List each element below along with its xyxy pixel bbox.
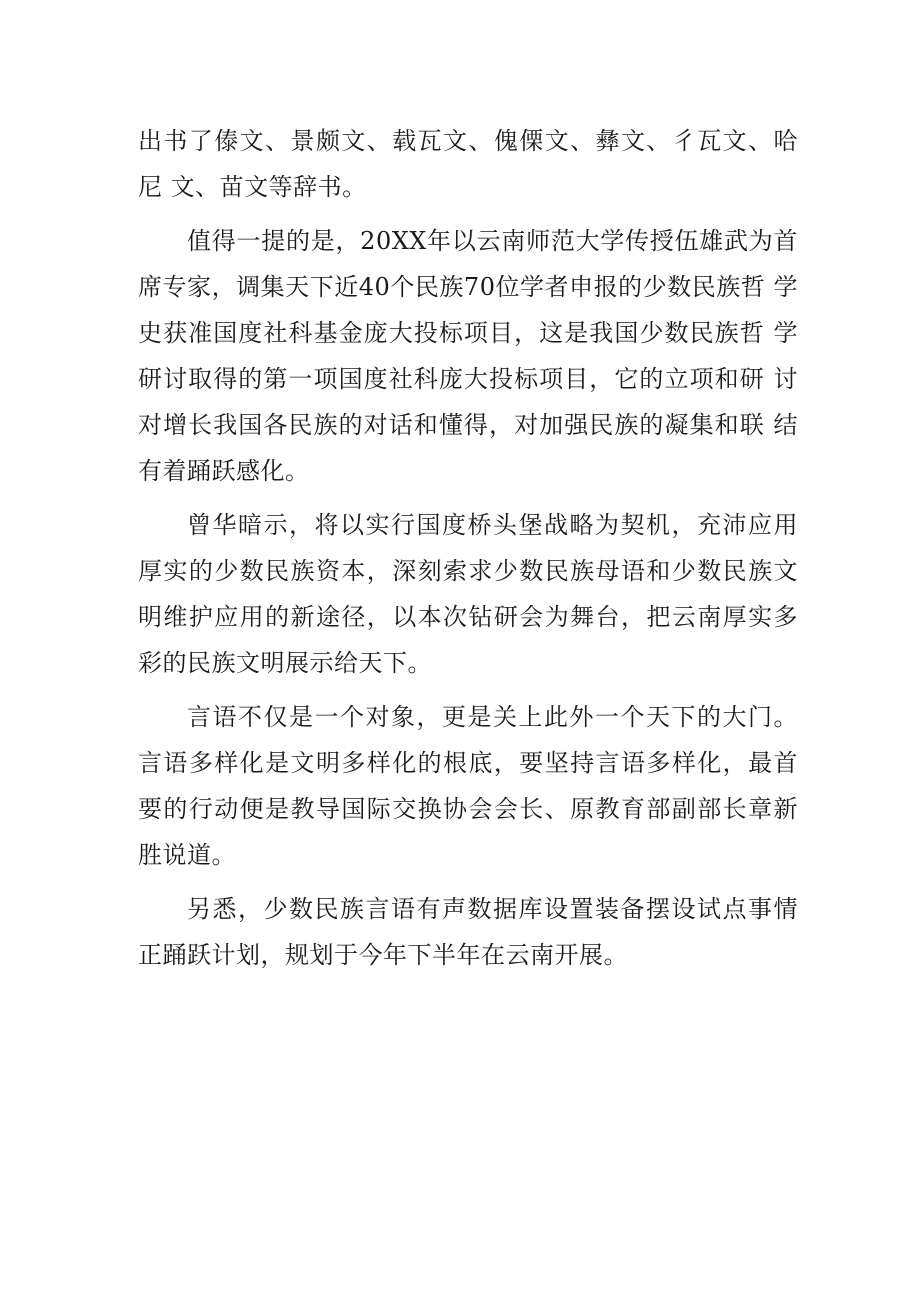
paragraph-2: 值得一提的是，20XX年以云南师范大学传授伍雄武为首 席专家，调集天下近40个民族70位学者申报的少数民族哲 学史获准国度社科基金庞大投标项目，这是我国少数民族哲 学研讨取得的第一项国度社科庞大投标项目，它的立项和研 讨对增长我国各民族的对话和懂得，对加强民族的凝集和联 结有着踊跃感化。 bbox=[138, 227, 798, 485]
paragraph-5: 另悉，少数民族言语有声数据库设置装备摆设试点事情 正踊跃计划，规划于今年下半年在云南开展。 bbox=[138, 895, 798, 969]
paragraph-4: 言语不仅是一个对象，更是关上此外一个天下的大门。 言语多样化是文明多样化的根底，要坚持言语多样化，最首 要的行动便是教导国际交换协会会长、原教育部副部长章新 胜说道。 bbox=[138, 703, 798, 869]
paragraph-3: 曾华暗示，将以实行国度桥头堡战略为契机，充沛应用 厚实的少数民族资本，深刻索求少数民族母语和少数民族文 明维护应用的新途径，以本次钻研会为舞台，把云南厚实多 彩的民族文明展示给天下。 bbox=[138, 511, 798, 677]
document-body bbox=[138, 118, 798, 986]
paragraph-1: 出书了傣文、景颇文、载瓦文、傀傈文、彝文、彳瓦文、哈尼 文、苗文等辞书。 bbox=[138, 127, 798, 201]
